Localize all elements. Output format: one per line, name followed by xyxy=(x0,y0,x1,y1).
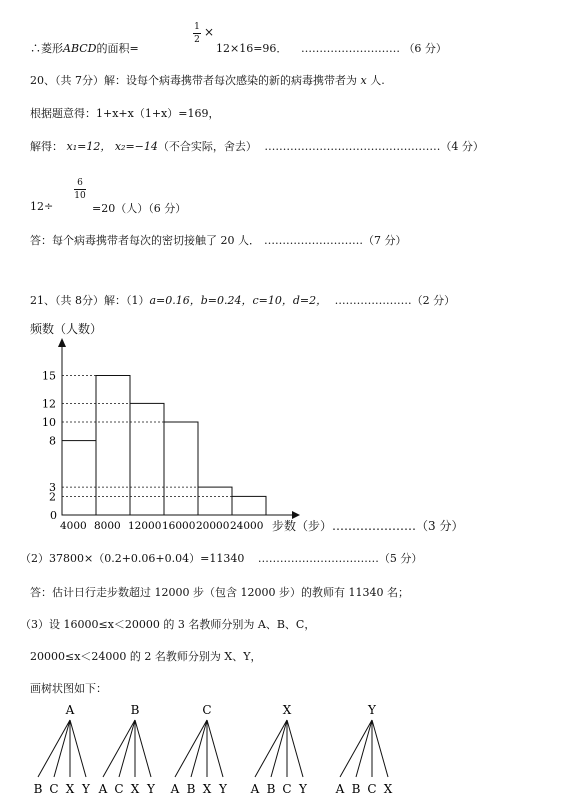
area-line xyxy=(30,40,139,56)
y-tick-label: 8 xyxy=(49,434,56,448)
histogram-bar xyxy=(130,403,164,515)
half-numerator: 1 xyxy=(194,22,200,32)
q20-answer-line xyxy=(30,232,407,248)
y-tick-label: 10 xyxy=(42,416,56,429)
tree-leaf-label: Y xyxy=(219,782,227,796)
q20-equation: 1+x+x（1+x）=169， xyxy=(96,107,220,120)
q21-part3c: 画树状图如下： xyxy=(30,682,107,695)
histogram-chart xyxy=(30,335,350,540)
tree-leaf-label: Y xyxy=(82,782,90,796)
q20-equation-line xyxy=(30,105,219,121)
x-tick-label: 0 xyxy=(50,509,57,522)
times-sign: × xyxy=(204,25,215,39)
q20-eq-label: 根据题意得： xyxy=(30,107,96,120)
q20-div-prefix: 12÷ xyxy=(30,200,54,213)
tree-leaf-label: C xyxy=(49,782,59,796)
tree-branch xyxy=(372,720,388,777)
tree-branch xyxy=(287,720,303,777)
histogram-bar xyxy=(198,487,232,515)
tree-leaf-label: C xyxy=(114,782,124,796)
tree-leaf-label: A xyxy=(98,782,108,796)
q20-x1: x₁=12， xyxy=(66,140,112,153)
div-denominator: 10 xyxy=(74,191,86,201)
q20-intro-tail: 人. xyxy=(370,74,385,87)
q21-part2-line xyxy=(20,550,422,566)
y-tick-label: 12 xyxy=(42,397,56,411)
tree-root-label: A xyxy=(65,703,75,717)
tree-leaf-label: Y xyxy=(299,782,307,796)
histogram-bar xyxy=(96,376,130,516)
histogram-bar xyxy=(164,422,198,515)
y-axis-arrow xyxy=(58,338,66,347)
tree-leaf-label: B xyxy=(186,782,196,796)
score-label: （6 分） xyxy=(403,42,447,55)
tree-leaf-label: A xyxy=(250,782,260,796)
tree-branch xyxy=(103,720,135,777)
score-label: （3 分） xyxy=(416,519,464,533)
tree-branch xyxy=(135,720,151,777)
dot-leader: ………………………………………… xyxy=(264,140,441,153)
area-expr: 12×16=96． xyxy=(216,42,288,55)
tree-leaf-label: A xyxy=(335,782,345,796)
tree-branch xyxy=(207,720,223,777)
tree-root-label: X xyxy=(282,703,292,717)
area-expr-line xyxy=(216,40,447,56)
x-tick-label: 12000 xyxy=(128,520,162,532)
tree-branch xyxy=(271,720,287,777)
tree-leaf-label: X xyxy=(202,782,212,796)
q21-part3: （3）设 16000≤x＜20000 的 3 名教师分别为 A、B、C， xyxy=(20,618,316,631)
q20-intro-text: 20、（共 7分）解：设每个病毒携带者每次感染的新的病毒携带者为 xyxy=(30,74,357,87)
q20-sol-note: （不合实际，舍去） xyxy=(157,140,257,153)
dot-leader: …………………………… xyxy=(257,552,379,565)
histogram-bar xyxy=(232,496,266,515)
tree-branch xyxy=(38,720,70,777)
q21-part2-answer: 答：估计日行走步数超过 12000 步（包含 12000 步）的教师有 11340 名； xyxy=(30,586,409,599)
score-label: （7 分） xyxy=(363,234,407,247)
tree-leaf-label: C xyxy=(367,782,377,796)
x-tick-label: 24000 xyxy=(230,520,264,532)
q20-answer: 答：每个病毒携带者每次的密切接触了 20 人． xyxy=(30,234,260,247)
tree-leaf-label: C xyxy=(282,782,292,796)
rhombus-name: ABCD xyxy=(63,42,97,55)
x-tick-label: 4000 xyxy=(60,520,87,532)
tree-branch xyxy=(340,720,372,777)
tree-leaf-label: B xyxy=(33,782,43,796)
tree-root-label: Y xyxy=(368,703,376,717)
tree-diagram xyxy=(22,700,442,798)
q20-var: x xyxy=(360,74,367,87)
tree-branch xyxy=(54,720,70,777)
half-denominator: 2 xyxy=(194,35,200,45)
div-bar xyxy=(74,189,86,190)
tree-leaf-label: B xyxy=(266,782,276,796)
dot-leader: ……………………… xyxy=(264,234,363,247)
tree-leaf-label: B xyxy=(351,782,361,796)
tree-branch xyxy=(119,720,135,777)
tree-leaf-label: X xyxy=(383,782,393,796)
area-prefix: ∴菱形 xyxy=(30,42,63,55)
x-tick-label: 20000 xyxy=(196,520,230,532)
score-label: （5 分） xyxy=(378,552,423,565)
tree-branch xyxy=(175,720,207,777)
y-tick-label: 2 xyxy=(49,490,56,504)
q20-solution-line xyxy=(30,138,484,154)
histogram-bar xyxy=(62,441,96,515)
q20-sol-label: 解得： xyxy=(30,140,63,153)
tree-branch xyxy=(356,720,372,777)
y-tick-label: 3 xyxy=(49,481,56,495)
x-tick-label: 8000 xyxy=(94,520,121,532)
div-numerator: 6 xyxy=(77,178,83,188)
y-tick-label: 15 xyxy=(42,369,56,383)
q20-intro xyxy=(30,72,385,88)
q21-values: a=0.16，b=0.24，c=10，d=2， xyxy=(149,294,328,307)
score-label: （4 分） xyxy=(440,140,484,153)
dot-leader: ………………… xyxy=(332,519,417,533)
q20-x2: x₂=−14 xyxy=(114,140,158,153)
dot-leader: ………………… xyxy=(334,294,412,307)
tree-leaf-label: A xyxy=(170,782,180,796)
score-label: （2 分） xyxy=(411,294,456,307)
q21-part2: （2）37800×（0.2+0.06+0.04）=11340 xyxy=(20,552,245,565)
tree-branch xyxy=(191,720,207,777)
q21-intro-line xyxy=(30,292,455,308)
tree-root-label: B xyxy=(130,703,140,717)
area-mid: 的面积= xyxy=(96,42,139,55)
tree-root-label: C xyxy=(202,703,212,717)
tree-leaf-label: X xyxy=(130,782,140,796)
x-axis-title-line xyxy=(272,517,463,534)
tree-leaf-label: X xyxy=(65,782,75,796)
x-axis-title: 步数（步） xyxy=(272,519,333,533)
tree-branch xyxy=(70,720,86,777)
half-bar xyxy=(193,33,201,34)
tree-branch xyxy=(255,720,287,777)
y-axis-title: 频数（人数） xyxy=(30,322,103,336)
tree-leaf-label: Y xyxy=(147,782,155,796)
q20-div-result: =20（人）（6 分） xyxy=(92,202,187,215)
q21-part3b: 20000≤x＜24000 的 2 名教师分别为 X、Y， xyxy=(30,650,262,663)
x-tick-label: 16000 xyxy=(162,520,196,532)
dot-leader: ……………………… xyxy=(300,42,400,55)
q21-intro: 21、（共 8分）解：（1） xyxy=(30,294,150,307)
